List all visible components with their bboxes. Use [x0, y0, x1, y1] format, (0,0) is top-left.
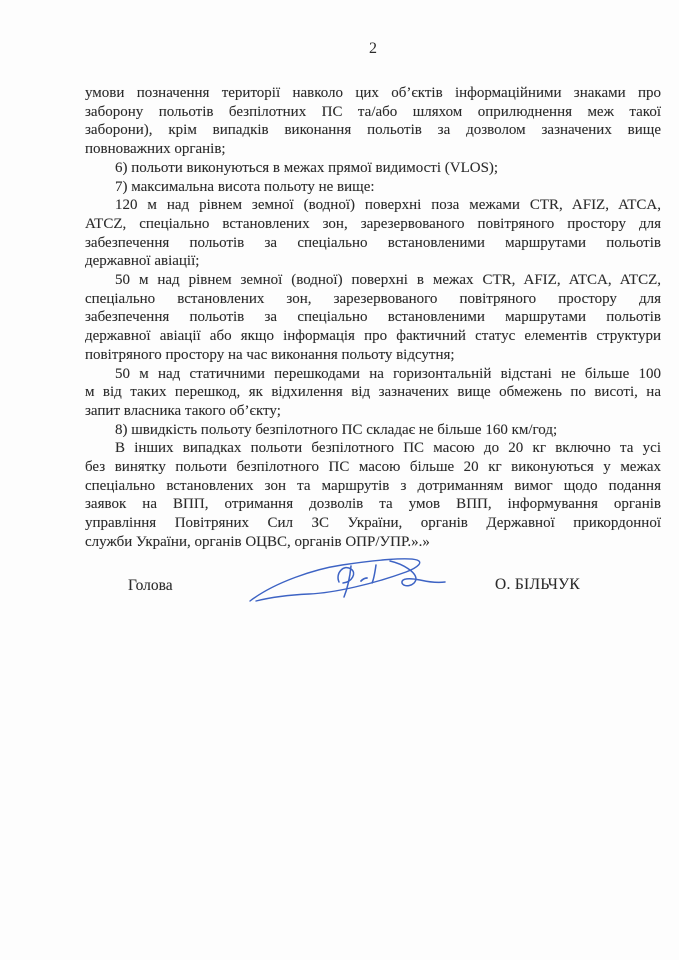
text-line: повітряного простору на час виконання польоту відсутня;: [85, 346, 455, 363]
text-line: 7) максимальна висота польоту не вище:: [115, 178, 375, 195]
text-line: м від таких перешкод, як відхилення від зазначених вище обмежень по висоті, на: [85, 384, 661, 401]
page-number: 2: [369, 40, 377, 57]
handwritten-signature: [230, 548, 460, 618]
document-content: [85, 40, 661, 552]
paragraph: [85, 439, 661, 551]
text-line: заборону польотів безпілотних ПС та/або шляхом оприлюднення меж такої: [85, 103, 661, 120]
text-line: забезпечення польотів за спеціально встановленими маршрутами польотів: [85, 309, 661, 326]
text-line: забезпечення польотів за спеціально встановленими маршрутами польотів: [85, 234, 661, 251]
paragraph: [85, 84, 661, 159]
text-line: ATCZ, спеціально встановлених зон, зарезервованого повітряного простору для: [85, 215, 661, 232]
text-line: умови позначення території навколо цих об’єктів інформаційними знаками про: [85, 85, 661, 101]
paragraph: [85, 421, 661, 440]
paragraph: [85, 271, 661, 365]
text-line: заборони), крім випадків виконання польотів за дозволом зазначених вище: [85, 122, 661, 139]
signer-name: О. БІЛЬЧУК: [495, 576, 581, 593]
text-line: заявок на ВПП, отримання дозволів та умов ВПП, інформування органів: [85, 496, 661, 513]
text-line: 50 м над рівнем земної (водної) поверхні в межах CTR, AFIZ, ATCA, ATCZ,: [115, 272, 661, 289]
text-line: запит власника такого об’єкту;: [85, 402, 281, 419]
paragraph: [85, 159, 661, 178]
text-line: 6) польоти виконуються в межах прямої видимості (VLOS);: [115, 159, 499, 176]
text-line: спеціально встановлених зон, зарезервованого повітряного простору для: [85, 290, 661, 307]
paragraph: [85, 178, 661, 197]
text-line: управління Повітряних Сил ЗС України, органів Державної прикордонної: [85, 515, 661, 532]
text-line: 8) швидкість польоту безпілотного ПС складає не більше 160 км/год;: [115, 421, 558, 438]
text-line: служби України, органів ОЦВС, органів ОПР/УПР.».»: [85, 533, 430, 550]
paragraph: [85, 196, 661, 271]
text-line: без винятку польоти безпілотного ПС масою більше 20 кг виконуються у межах: [85, 459, 661, 476]
text-line: спеціально встановлених зон та маршрутів з дотриманням вимог щодо подання: [85, 477, 661, 494]
paragraph: [85, 365, 661, 421]
text-line: повноважних органів;: [85, 141, 226, 158]
text-line: 120 м над рівнем земної (водної) поверхні поза межами CTR, AFIZ, ATCA,: [115, 197, 661, 214]
text-line: державної авіації або якщо інформація про фактичний статус елементів структури: [85, 328, 661, 345]
text-line: В інших випадках польоти безпілотного ПС масою до 20 кг включно та усі: [115, 440, 661, 457]
signature-role-label: Голова: [128, 577, 173, 594]
text-line: державної авіації;: [85, 253, 200, 270]
text-line: 50 м над статичними перешкодами на горизонтальній відстані не більше 100: [115, 365, 661, 382]
